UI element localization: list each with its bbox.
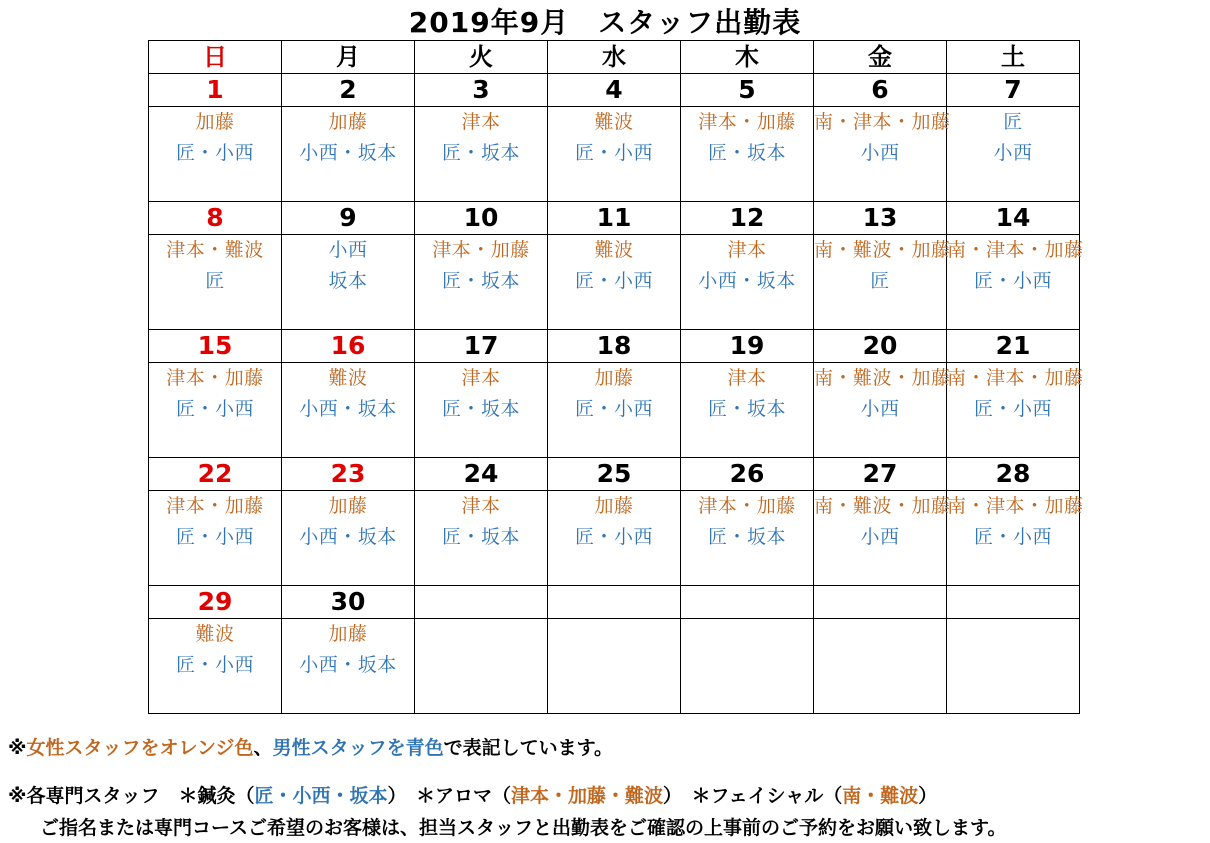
date-cell	[149, 458, 282, 491]
date-number: 3	[472, 75, 490, 104]
staff-cell	[947, 491, 1084, 586]
date-number: 13	[862, 203, 898, 232]
staff-cell	[548, 363, 681, 458]
date-cell	[548, 458, 681, 491]
female-staff: 加藤	[594, 495, 634, 517]
male-staff: 匠・小西	[175, 526, 254, 548]
male-staff: 匠・坂本	[441, 526, 520, 548]
date-cell	[415, 330, 548, 363]
page-title: 2019年9月 スタッフ出勤表	[408, 6, 802, 39]
date-row	[149, 586, 1080, 619]
staff-cell	[947, 363, 1084, 458]
legend-male: 男性スタッフを青色	[272, 737, 444, 759]
date-number: 29	[197, 587, 233, 616]
female-staff: 津本・加藤	[166, 367, 264, 389]
staff-cell	[681, 491, 814, 586]
staff-cell	[814, 363, 951, 458]
date-cell	[149, 202, 282, 235]
female-staff: 津本・加藤	[698, 111, 796, 133]
date-cell	[681, 202, 814, 235]
date-number: 25	[596, 459, 632, 488]
male-staff: 匠・小西	[973, 270, 1052, 292]
date-cell	[947, 202, 1080, 235]
female-staff: 津本	[461, 495, 501, 517]
female-staff: 加藤	[195, 111, 235, 133]
male-staff: 匠	[205, 270, 225, 292]
date-number: 2	[339, 75, 357, 104]
specialist-facial: 南・難波	[842, 785, 919, 807]
male-staff: 匠	[870, 270, 890, 292]
date-cell	[947, 458, 1080, 491]
legend-suffix: で表記しています。	[443, 737, 614, 759]
date-cell	[947, 330, 1080, 363]
male-staff: 匠・小西	[973, 526, 1052, 548]
staff-row	[149, 235, 1080, 330]
female-staff: 南・津本・加藤	[947, 367, 1084, 389]
female-staff: 津本・難波	[166, 239, 264, 261]
date-number: 11	[596, 203, 632, 232]
weekday-mon: 月	[282, 41, 415, 74]
color-legend-note	[8, 735, 613, 761]
staff-cell	[814, 619, 947, 714]
specialist-mid1: ） ＊アロマ（	[387, 785, 512, 807]
date-cell	[415, 586, 548, 619]
staff-row	[149, 491, 1080, 586]
date-cell	[548, 586, 681, 619]
female-staff: 難波	[594, 111, 634, 133]
date-cell	[548, 74, 681, 107]
male-staff: 匠・小西	[973, 398, 1052, 420]
date-cell	[947, 586, 1080, 619]
date-cell	[415, 74, 548, 107]
date-row	[149, 330, 1080, 363]
date-cell	[814, 458, 947, 491]
date-cell	[814, 586, 947, 619]
reservation-note: ご指名または専門コースご希望のお客様は、担当スタッフと出勤表をご確認の上事前のご予約をお願い致します。	[40, 817, 1007, 839]
staff-cell	[149, 107, 282, 202]
date-number: 21	[995, 331, 1031, 360]
date-number: 4	[605, 75, 623, 104]
male-staff: 小西・坂本	[299, 142, 397, 164]
staff-cell	[149, 491, 282, 586]
female-staff: 南・津本・加藤	[947, 239, 1084, 261]
specialist-prefix: ※各専門スタッフ ＊鍼灸（	[8, 785, 255, 807]
female-staff: 津本・加藤	[432, 239, 530, 261]
date-number: 23	[330, 459, 366, 488]
male-staff: 匠・坂本	[441, 270, 520, 292]
date-cell	[415, 202, 548, 235]
female-staff: 津本・加藤	[698, 495, 796, 517]
date-number: 27	[862, 459, 898, 488]
staff-row	[149, 619, 1080, 714]
date-cell	[681, 586, 814, 619]
specialist-end: ）	[918, 785, 938, 807]
date-cell	[814, 202, 947, 235]
legend-sep: 、	[253, 737, 273, 759]
staff-cell	[814, 235, 951, 330]
female-staff: 津本	[461, 111, 501, 133]
staff-cell	[282, 619, 415, 714]
female-staff: 難波	[594, 239, 634, 261]
date-number: 20	[862, 331, 898, 360]
staff-cell	[282, 107, 415, 202]
staff-cell	[814, 107, 951, 202]
date-number: 17	[463, 331, 499, 360]
date-cell	[282, 74, 415, 107]
date-cell	[282, 458, 415, 491]
weekday-tue: 火	[415, 41, 548, 74]
male-staff: 匠・坂本	[707, 398, 786, 420]
date-cell	[681, 74, 814, 107]
date-number: 28	[995, 459, 1031, 488]
male-staff: 小西・坂本	[299, 526, 397, 548]
female-staff: 津本	[727, 239, 767, 261]
staff-cell	[681, 619, 814, 714]
date-cell	[282, 586, 415, 619]
weekday-sun: 日	[149, 41, 282, 74]
female-staff: 加藤	[328, 495, 368, 517]
date-row	[149, 458, 1080, 491]
male-staff: 匠・小西	[175, 654, 254, 676]
date-number: 15	[197, 331, 233, 360]
staff-cell	[548, 235, 681, 330]
date-cell	[548, 330, 681, 363]
date-cell	[681, 330, 814, 363]
staff-cell	[681, 235, 814, 330]
date-cell	[282, 330, 415, 363]
staff-cell	[149, 619, 282, 714]
date-cell	[149, 74, 282, 107]
male-staff: 小西・坂本	[299, 398, 397, 420]
female-staff: 南・難波・加藤	[814, 239, 951, 261]
staff-cell	[947, 107, 1080, 202]
staff-cell	[415, 491, 548, 586]
date-number: 12	[729, 203, 765, 232]
staff-cell	[947, 235, 1084, 330]
date-cell	[548, 202, 681, 235]
weekday-wed: 水	[548, 41, 681, 74]
date-number: 24	[463, 459, 499, 488]
male-staff: 匠・小西	[574, 142, 653, 164]
date-number: 6	[871, 75, 889, 104]
date-number: 26	[729, 459, 765, 488]
legend-female: 女性スタッフをオレンジ色	[26, 737, 254, 759]
date-number: 1	[206, 75, 224, 104]
female-staff: 加藤	[328, 111, 368, 133]
male-staff: 匠・小西	[175, 398, 254, 420]
date-cell	[149, 586, 282, 619]
date-number: 14	[995, 203, 1031, 232]
weekday-thu: 木	[681, 41, 814, 74]
weekday-fri: 金	[814, 41, 947, 74]
male-staff: 小西	[993, 142, 1033, 164]
female-staff: 南・津本・加藤	[814, 111, 951, 133]
date-number: 18	[596, 331, 632, 360]
date-row	[149, 202, 1080, 235]
date-number: 8	[206, 203, 224, 232]
specialist-note	[8, 783, 937, 809]
female-staff: 南・津本・加藤	[947, 495, 1084, 517]
male-staff: 小西	[860, 526, 900, 548]
male-staff: 匠・坂本	[707, 526, 786, 548]
staff-row	[149, 107, 1080, 202]
date-row	[149, 74, 1080, 107]
date-number: 30	[330, 587, 366, 616]
staff-cell	[548, 491, 681, 586]
staff-cell	[947, 619, 1080, 714]
male-staff: 匠	[1003, 111, 1023, 133]
staff-cell	[681, 107, 814, 202]
female-staff: 津本	[727, 367, 767, 389]
staff-cell	[548, 619, 681, 714]
date-cell	[415, 458, 548, 491]
staff-row	[149, 363, 1080, 458]
date-number: 7	[1004, 75, 1022, 104]
weekday-header-row	[149, 41, 1080, 74]
specialist-aroma: 津本・加藤・難波	[511, 785, 664, 807]
staff-cell	[814, 491, 951, 586]
staff-cell	[149, 235, 282, 330]
staff-cell	[282, 235, 415, 330]
weekday-sat: 土	[947, 41, 1080, 74]
male-staff: 小西	[328, 239, 368, 261]
date-number: 10	[463, 203, 499, 232]
staff-cell	[149, 363, 282, 458]
date-cell	[814, 330, 947, 363]
female-staff: 難波	[328, 367, 368, 389]
date-number: 5	[738, 75, 756, 104]
male-staff: 坂本	[328, 270, 368, 292]
specialist-acupuncture: 匠・小西・坂本	[254, 785, 388, 807]
staff-cell	[415, 107, 548, 202]
date-cell	[282, 202, 415, 235]
female-staff: 難波	[195, 623, 235, 645]
staff-cell	[282, 363, 415, 458]
male-staff: 匠・小西	[574, 526, 653, 548]
date-number: 16	[330, 331, 366, 360]
date-number: 19	[729, 331, 765, 360]
female-staff: 津本	[461, 367, 501, 389]
staff-cell	[415, 235, 548, 330]
female-staff: 南・難波・加藤	[814, 495, 951, 517]
male-staff: 匠・坂本	[441, 398, 520, 420]
staff-cell	[548, 107, 681, 202]
male-staff: 小西	[860, 398, 900, 420]
male-staff: 匠・坂本	[441, 142, 520, 164]
male-staff: 匠・小西	[175, 142, 254, 164]
male-staff: 小西・坂本	[698, 270, 796, 292]
date-number: 22	[197, 459, 233, 488]
male-staff: 匠・小西	[574, 398, 653, 420]
female-staff: 加藤	[328, 623, 368, 645]
female-staff: 加藤	[594, 367, 634, 389]
specialist-mid2: ） ＊フェイシャル（	[663, 785, 843, 807]
female-staff: 南・難波・加藤	[814, 367, 951, 389]
male-staff: 小西・坂本	[299, 654, 397, 676]
staff-cell	[415, 619, 548, 714]
male-staff: 匠・坂本	[707, 142, 786, 164]
legend-prefix: ※	[8, 737, 27, 759]
male-staff: 匠・小西	[574, 270, 653, 292]
staff-cell	[681, 363, 814, 458]
date-cell	[947, 74, 1080, 107]
staff-cell	[415, 363, 548, 458]
male-staff: 小西	[860, 142, 900, 164]
date-cell	[814, 74, 947, 107]
staff-cell	[282, 491, 415, 586]
staff-calendar	[148, 40, 1084, 714]
date-number: 9	[339, 203, 357, 232]
date-cell	[681, 458, 814, 491]
female-staff: 津本・加藤	[166, 495, 264, 517]
date-cell	[149, 330, 282, 363]
